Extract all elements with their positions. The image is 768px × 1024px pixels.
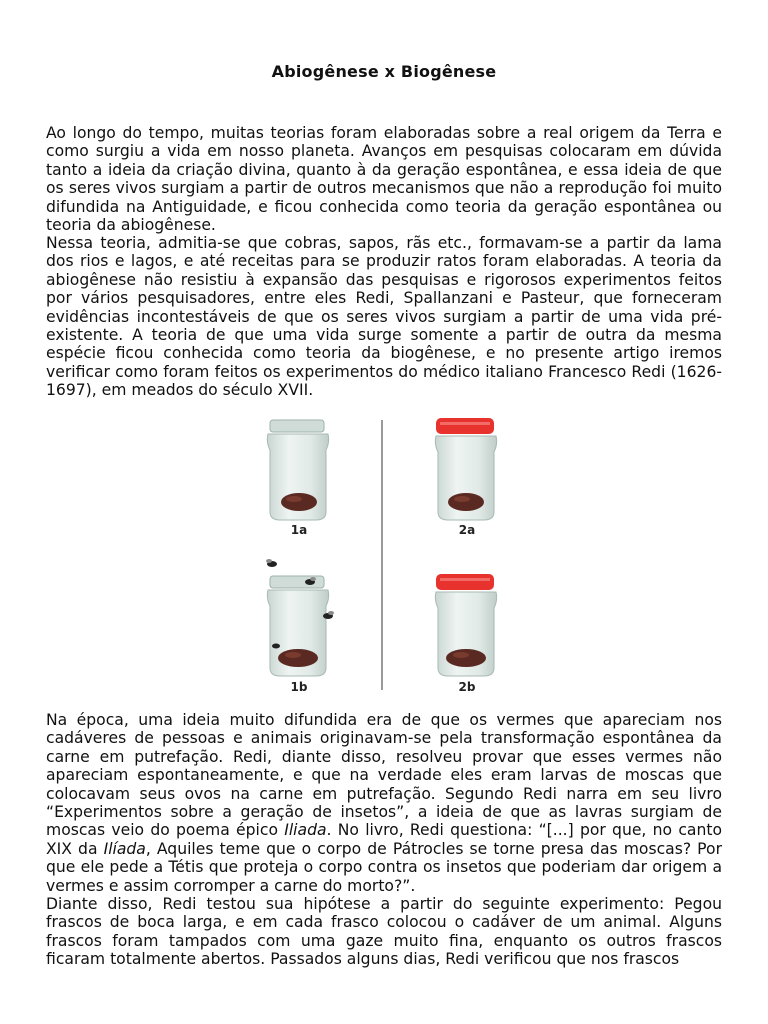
- meat-1a: [281, 493, 317, 511]
- page-title: Abiogênese x Biogênese: [271, 62, 497, 81]
- label-2b: 2b: [458, 680, 476, 694]
- jar-1b: [266, 559, 334, 676]
- paragraph-experiment: Diante disso, Redi testou sua hipótese a partir do seguinte experimento: Pegou frascos de boca larga, e em cada frasco colocou o cadáver de um animal. Alguns frascos foram tampados com uma gaze muito fina, enquanto os outros frascos ficaram totalmente abertos. Passados alguns dias, Redi verificou que nos frascos: [46, 895, 722, 969]
- p3-italic-iliada: Iliada: [284, 821, 327, 840]
- label-1b: 1b: [290, 680, 308, 694]
- label-1a: 1a: [290, 523, 308, 537]
- p3-text-b: . No livro, Redi questiona: “[...] por que, no canto XIX da: [46, 821, 722, 858]
- label-2a: 2a: [458, 523, 476, 537]
- jar-2a: [435, 418, 496, 520]
- redi-experiment-figure: [206, 408, 558, 700]
- lid-2a: [436, 418, 494, 434]
- lid-2b: [436, 574, 494, 590]
- jar-1a: [267, 420, 328, 520]
- paragraph-theory: Nessa teoria, admitia-se que cobras, sapos, rãs etc., formavam-se a partir da lama dos rios e lagos, e até receitas para se produzir ratos foram elaboradas. A teoria da abiogênese não resistiu à expansão das pesquisas e rigorosos experimentos feitos por vários pesquisadores, entre eles Redi, Spallanzani e Pasteur, que forneceram evidências incontestáveis de que os seres vivos surgiam a partir de uma vida pré-existente. A teoria de que uma vida surge somente a partir de outra da mesma espécie ficou conhecida como teoria da biogênese, e no presente artigo iremos verificar como foram feitos os experimentos do médico italiano Francesco Redi (1626- 1697), em meados do século XVII.: [46, 234, 722, 400]
- meat-1b: [278, 649, 318, 667]
- paragraph-intro: Ao longo do tempo, muitas teorias foram elaboradas sobre a real origem da Terra e como surgiu a vida em nosso planeta. Avanços em pesquisas colocaram em dúvida tanto a ideia da criação divina, quanto à da geração espontânea, e essa ideia de que os seres vivos surgiam a partir de outros mecanismos que não a reprodução foi muito difundida na Antiguidade, e ficou conhecida como teoria da geração espontânea ou teoria da abiogênese.: [46, 124, 722, 235]
- meat-2b: [446, 649, 486, 667]
- p3-text-c: , Aquiles teme que o corpo de Pátrocles se torne presa das moscas? Por que ele pede a Tétis que proteja o corpo contra os insetos que poderiam dar origem a vermes e assim corromper a carne do morto?”.: [46, 839, 722, 895]
- p3-italic-iliada-2: Ilíada: [103, 839, 146, 858]
- meat-2a: [448, 493, 484, 511]
- jar-2b: [435, 574, 496, 676]
- p3-text-a: Na época, uma ideia muito difundida era de que os vermes que apareciam nos cadáveres de pessoas e animais originavam-se pela transformação espontânea da carne em putrefação. Redi, diante disso, resolveu provar que esses vermes não apareciam espontaneamente, e que na verdade eles eram larvas de moscas que colocavam seus ovos na carne em putrefação. Segundo Redi narra em seu livro “Experimentos sobre a geração de insetos”, a ideia de que as lavras surgiam de moscas veio do poema épico: [46, 711, 722, 840]
- paragraph-redi-context: [46, 711, 722, 895]
